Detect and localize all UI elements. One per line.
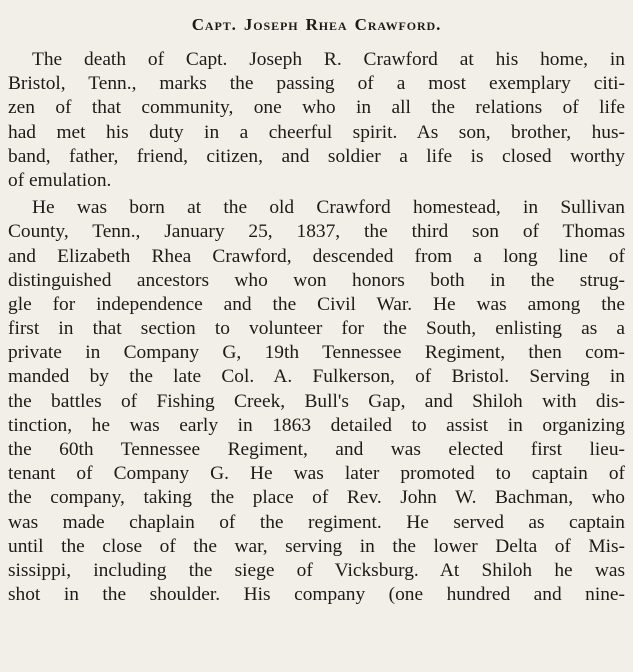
text-line: band, father, friend, citizen, and soldier a life is closed worthy: [8, 145, 625, 167]
text-line: Bristol, Tenn., marks the passing of a most exemplary citi-: [8, 73, 625, 95]
text-line: sissippi, including the siege of Vicksburg. At Shiloh he was: [8, 559, 625, 581]
text-line: distinguished ancestors who won honors both in the strug-: [8, 269, 625, 291]
text-line: private in Company G, 19th Tennessee Regiment, then com-: [8, 342, 625, 364]
text-line: and Elizabeth Rhea Crawford, descended from a long line of: [8, 245, 625, 267]
text-line: shot in the shoulder. His company (one hundred and nine-: [8, 584, 625, 606]
paragraph-1: [8, 48, 625, 193]
text-line: The death of Capt. Joseph R. Crawford at his home, in: [32, 49, 625, 70]
text-line: had met his duty in a cheerful spirit. As son, brother, hus-: [8, 121, 625, 143]
text-line: until the close of the war, serving in the lower Delta of Mis-: [8, 535, 625, 557]
text-line: of emulation.: [8, 169, 112, 191]
text-line: tinction, he was early in 1863 detailed to assist in organizing: [8, 414, 625, 436]
text-line: was made chaplain of the regiment. He served as captain: [8, 511, 625, 533]
text-line: the company, taking the place of Rev. John W. Bachman, who: [8, 487, 625, 509]
text-line: first in that section to volunteer for the South, enlisting as a: [8, 318, 625, 340]
text-line: He was born at the old Crawford homestead, in Sullivan: [32, 197, 625, 219]
article-title: Capt. Joseph Rhea Crawford.: [191, 15, 442, 34]
text-line: manded by the late Col. A. Fulkerson, of Bristol. Serving in: [8, 366, 625, 388]
text-line: tenant of Company G. He was later promoted to captain of: [8, 463, 625, 485]
text-line: gle for independence and the Civil War. He was among the: [8, 293, 625, 315]
text-line: zen of that community, one who in all the relations of life: [8, 97, 625, 119]
paragraph-2: [8, 196, 625, 607]
text-line: the battles of Fishing Creek, Bull's Gap, and Shiloh with dis-: [8, 390, 625, 412]
text-line: the 60th Tennessee Regiment, and was elected first lieu-: [8, 439, 625, 460]
text-line: County, Tenn., January 25, 1837, the third son of Thomas: [8, 221, 625, 243]
